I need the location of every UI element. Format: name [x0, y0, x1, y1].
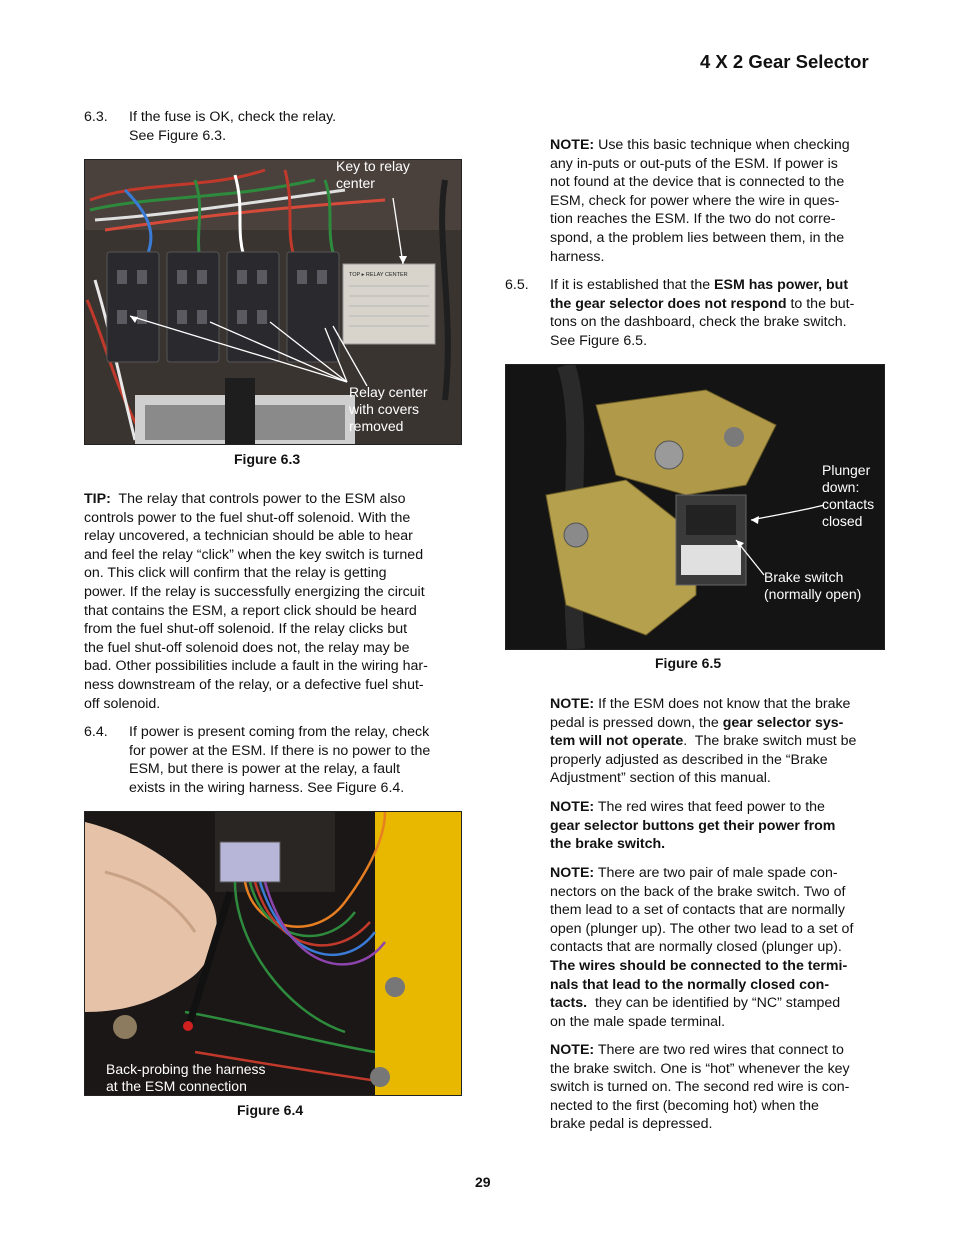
note-lead: NOTE:: [550, 1042, 595, 1058]
note-3: NOTE: The red wires that feed power to the gear selector buttons get their power from the brake switch.: [550, 799, 836, 853]
figure-6-5-caption: Figure 6.5: [655, 655, 722, 671]
label-brake-switch: Brake switch (normally open): [764, 569, 862, 602]
tip-paragraph: TIP: The relay that controls power to the ESM also controls power to the fuel shut-off solenoid. With the relay uncovered, a technician should be able to hear and feel the relay “click” when the key switch is turned on. This click will confirm that the relay is getting power. If the relay is successfully energizing the circuit that contains the ESM, a report click should be heard from the fuel shut-off solenoid. If the relay clicks but the fuel shut-off solenoid does not, the relay may be bad. Other possibilities include a fault in the wiring har- ness downstream of the relay, or a defective fuel shut- off solenoid.: [84, 491, 428, 712]
relay-center-panel-text: TOP ▸ RELAY CENTER: [349, 272, 408, 278]
note-lead: NOTE:: [550, 696, 595, 712]
label-plunger-down: Plunger down: contacts closed: [822, 462, 875, 529]
figure-6-3-photo: [84, 159, 462, 445]
page-number: 29: [475, 1174, 491, 1190]
figure-6-3-caption: Figure 6.3: [234, 451, 301, 467]
figure-6-4-photo: [84, 811, 462, 1096]
label-back-probing: Back-probing the harness at the ESM connection: [106, 1061, 266, 1094]
figure-6-4-caption: Figure 6.4: [237, 1102, 304, 1118]
step-number: 6.4.: [84, 724, 108, 740]
note-1: NOTE: Use this basic technique when checking any in-puts or out-puts of the ESM. If power is not found at the device that is connected to the ESM, check for power where the wire in ques- tion reaches the ESM. If the two do not corre- spond, a the problem lies between them, in the harness.: [550, 137, 850, 265]
label-relay-center: Relay center with covers removed: [349, 384, 428, 434]
label-key-to-relay: Key to relay center: [336, 159, 410, 191]
note-lead: NOTE:: [550, 865, 595, 881]
tip-lead: TIP:: [84, 491, 111, 507]
figure-6-5-photo: [505, 364, 885, 650]
note-4: NOTE: There are two pair of male spade con- nectors on the back of the brake switch. Two of them lead to a set of contacts that are normally open (plunger up). The other two lead to a set of contacts that are normally closed (plunger up). The wires should be connected to the termi- nals that lead to the normally closed con- tacts. they can be identified by “NC” stamped on the male spade terminal.: [550, 865, 854, 1030]
page-header-title: 4 X 2 Gear Selector: [700, 51, 869, 72]
note-2: NOTE: If the ESM does not know that the brake pedal is pressed down, the gear selector sys- tem will not operate. The brake switch must be properly adjusted as described in the “Brake Adjustment” section of this manual.: [550, 696, 857, 787]
step-line: If the fuse is OK, check the relay.: [129, 109, 337, 125]
step-number: 6.5.: [505, 277, 529, 293]
step-number: 6.3.: [84, 109, 108, 125]
note-lead: NOTE:: [550, 799, 595, 815]
step-line: See Figure 6.3.: [129, 127, 227, 144]
note-5: NOTE: There are two red wires that connect to the brake switch. One is “hot” whenever the key switch is turned on. The second red wire is con- nected to the first (becoming hot) when the brake pedal is depressed.: [550, 1042, 850, 1133]
note-lead: NOTE:: [550, 137, 595, 153]
